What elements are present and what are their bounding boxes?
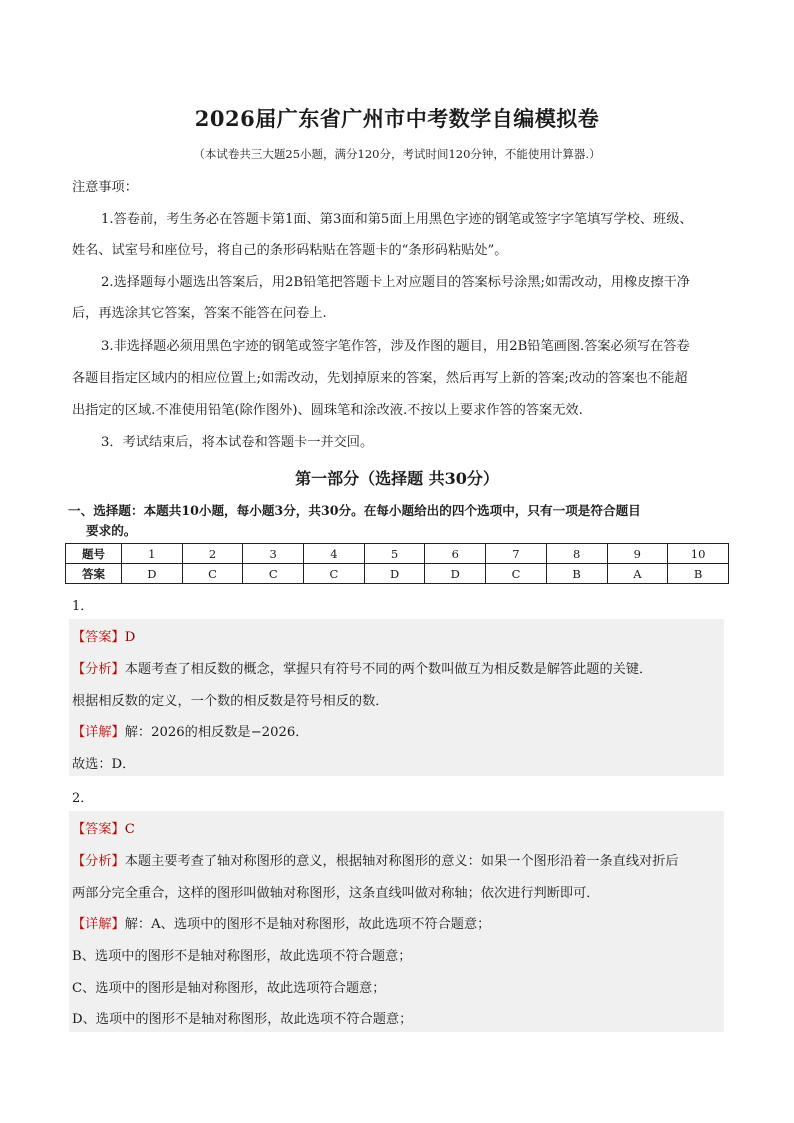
analysis-tag: 【分析】 bbox=[72, 854, 125, 869]
analysis-text: 本题主要考查了轴对称图形的意义，根据轴对称图形的意义：如果一个图形沿着一条直线对折后 bbox=[124, 854, 679, 869]
detail-line bbox=[72, 721, 308, 740]
table-cell: C bbox=[304, 564, 365, 584]
question-number: 2． bbox=[72, 791, 94, 806]
analysis-text: 本题考查了相反数的概念，掌握只有符号不同的两个数叫做互为相反数是解答此题的关键． bbox=[124, 662, 653, 677]
analysis-line bbox=[72, 850, 679, 869]
answer-value: D bbox=[124, 630, 136, 645]
row-label: 答案 bbox=[66, 564, 122, 584]
detail-text: D、选项中的图形不是轴对称图形，故此选项不符合题意； bbox=[72, 1012, 413, 1027]
answer-line bbox=[72, 626, 135, 645]
table-cell: 3 bbox=[243, 544, 304, 564]
notice-line: 3.非选择题必须用黑色字迹的钢笔或签字笔作答，涉及作图的题目，用2B铅笔画图.答案必须写在答卷 bbox=[101, 339, 690, 354]
table-cell: B bbox=[546, 564, 607, 584]
notice-line: 出指定的区域.不准使用铅笔(除作图外)、圆珠笔和涂改液.不按以上要求作答的答案无效. bbox=[72, 403, 583, 418]
table-cell: 10 bbox=[668, 544, 729, 564]
analysis-tag: 【分析】 bbox=[72, 662, 125, 677]
detail-text: 解：A、选项中的图形不是轴对称图形，故此选项不符合题意； bbox=[124, 917, 491, 932]
detail-line bbox=[72, 913, 490, 932]
analysis-line bbox=[72, 658, 652, 677]
analysis-text: 根据相反数的定义，一个数的相反数是符号相反的数． bbox=[72, 694, 389, 709]
page-subtitle: （本试卷共三大题25小题，满分120分，考试时间120分钟，不能使用计算器.） bbox=[193, 147, 601, 161]
answer-tag: 【答案】 bbox=[72, 630, 125, 645]
notice-line: 姓名、试室号和座位号，将自己的条形码粘贴在答题卡的“条形码粘贴处”。 bbox=[72, 243, 508, 258]
notice-line: 3．考试结束后，将本试卷和答题卡一并交回。 bbox=[101, 435, 374, 450]
answer-value: C bbox=[124, 822, 135, 837]
answer-table bbox=[65, 543, 729, 584]
table-row bbox=[66, 544, 729, 564]
analysis-text: 两部分完全重合，这样的图形叫做轴对称图形，这条直线叫做对称轴；依次进行判断即可． bbox=[72, 886, 600, 901]
table-cell: D bbox=[364, 564, 425, 584]
table-cell: C bbox=[243, 564, 304, 584]
section-title: 第一部分（选择题 共30分） bbox=[295, 469, 499, 488]
table-cell: D bbox=[122, 564, 183, 584]
table-cell: 8 bbox=[546, 544, 607, 564]
section-instruction: 一、选择题：本题共10小题，每小题3分，共30分。在每小题给出的四个选项中，只有一项是符合题目 bbox=[68, 503, 641, 518]
notice-line: 2.选择题每小题选出答案后，用2B铅笔把答题卡上对应题目的答案标号涂黑;如需改动，用橡皮擦干净 bbox=[101, 275, 690, 290]
page-title: 2026届广东省广州市中考数学自编模拟卷 bbox=[194, 106, 600, 131]
table-cell: 2 bbox=[182, 544, 243, 564]
table-row bbox=[66, 564, 729, 584]
table-cell: C bbox=[182, 564, 243, 584]
table-cell: 1 bbox=[122, 544, 183, 564]
notice-heading: 注意事项： bbox=[72, 180, 138, 195]
table-cell: 5 bbox=[364, 544, 425, 564]
answer-tag: 【答案】 bbox=[72, 822, 125, 837]
detail-tag: 【详解】 bbox=[72, 917, 125, 932]
table-cell: B bbox=[668, 564, 729, 584]
table-cell: 7 bbox=[486, 544, 547, 564]
detail-text: B、选项中的图形不是轴对称图形，故此选项不符合题意； bbox=[72, 949, 412, 964]
table-cell: 9 bbox=[607, 544, 668, 564]
table-cell: A bbox=[607, 564, 668, 584]
detail-text: 解：2026的相反数是−2026． bbox=[124, 725, 309, 740]
table-cell: 6 bbox=[425, 544, 486, 564]
table-cell: D bbox=[425, 564, 486, 584]
notice-line: 1.答卷前，考生务必在答题卡第1面、第3面和第5面上用黑色字迹的钢笔或签字字笔填写学校、班级、 bbox=[101, 212, 693, 227]
row-label: 题号 bbox=[66, 544, 122, 564]
detail-tag: 【详解】 bbox=[72, 725, 125, 740]
conclusion-text: 故选：D． bbox=[72, 757, 136, 772]
table-cell: 4 bbox=[304, 544, 365, 564]
notice-line: 后，再选涂其它答案，答案不能答在问卷上. bbox=[72, 306, 327, 321]
section-instruction: 要求的。 bbox=[86, 523, 137, 538]
table-cell: C bbox=[486, 564, 547, 584]
answer-line bbox=[72, 818, 135, 837]
notice-line: 各题目指定区域内的相应位置上;如需改动，先划掉原来的答案，然后再写上新的答案;改动的答案也不能超 bbox=[72, 371, 688, 386]
detail-text: C、选项中的图形是轴对称图形，故此选项符合题意； bbox=[72, 981, 386, 996]
question-number: 1． bbox=[72, 599, 94, 614]
